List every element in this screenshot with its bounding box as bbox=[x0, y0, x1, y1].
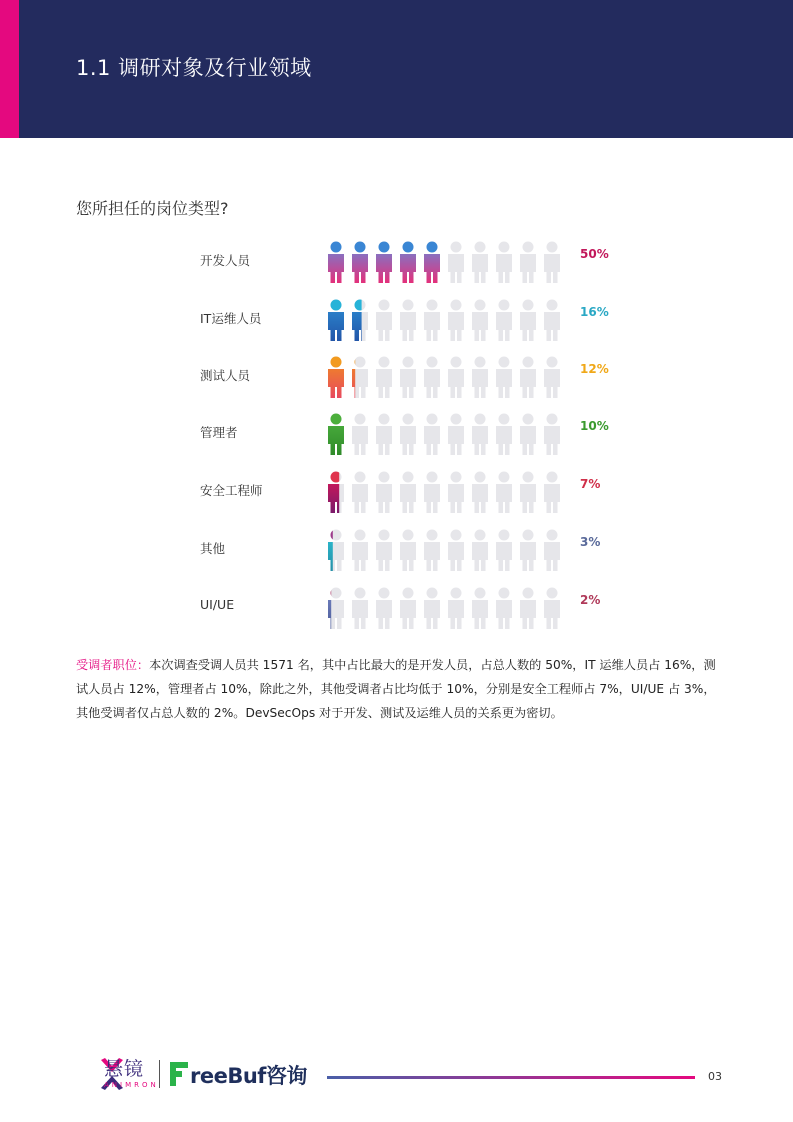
chart-question: 您所担任的岗位类型? bbox=[76, 199, 229, 218]
person-icon bbox=[328, 472, 344, 514]
person-icon bbox=[424, 242, 440, 284]
page-title: 1.1 调研对象及行业领域 bbox=[76, 56, 312, 80]
xuanjing-logo-subtitle: ANIMRON bbox=[104, 1081, 159, 1089]
freebuf-logo-text: reeBuf咨询 bbox=[190, 1064, 307, 1088]
person-icon bbox=[448, 242, 464, 284]
person-icon bbox=[520, 472, 536, 514]
person-icon bbox=[544, 242, 560, 284]
person-icon bbox=[400, 530, 416, 572]
person-icon bbox=[544, 357, 560, 399]
person-icon bbox=[328, 530, 344, 572]
person-icon bbox=[496, 530, 512, 572]
person-icon bbox=[496, 242, 512, 284]
row-label: 测试人员 bbox=[200, 368, 251, 383]
row-percent-label: 2% bbox=[580, 593, 601, 607]
person-icon bbox=[400, 414, 416, 456]
person-icon bbox=[352, 472, 368, 514]
person-icon bbox=[496, 300, 512, 342]
row-percent-label: 16% bbox=[580, 305, 609, 319]
row-percent-label: 50% bbox=[580, 247, 609, 261]
person-icon bbox=[352, 530, 368, 572]
note-paragraph bbox=[76, 653, 726, 725]
person-icon bbox=[352, 300, 368, 342]
person-icon bbox=[448, 300, 464, 342]
person-icon bbox=[424, 472, 440, 514]
person-icon bbox=[400, 300, 416, 342]
person-icon bbox=[376, 588, 392, 630]
person-icon bbox=[400, 472, 416, 514]
person-icon bbox=[448, 588, 464, 630]
freebuf-f-icon bbox=[170, 1062, 188, 1086]
person-icon bbox=[424, 414, 440, 456]
person-icon bbox=[376, 472, 392, 514]
person-icon bbox=[352, 357, 368, 399]
note-text: 本次调查受调人员共 1571 名，其中占比最大的是开发人员，占总人数的 50%，IT 运维人员占 16%，测试人员占 12%，管理者占 10%，除此之外，其他受调者占比均低于 10%，分别是安全工程师占 7%，UI/UE 占 3%，其他受调者仅占总人数的 2%。DevSecOps 对于开发、测试及运维人员的关系更为密切。 bbox=[76, 658, 716, 720]
person-icon bbox=[520, 242, 536, 284]
person-icon bbox=[376, 300, 392, 342]
person-icon bbox=[544, 530, 560, 572]
person-icon bbox=[352, 414, 368, 456]
person-icon bbox=[472, 530, 488, 572]
person-icon bbox=[448, 472, 464, 514]
person-icon bbox=[448, 357, 464, 399]
xuanjing-logo-text: 悬镜 bbox=[104, 1058, 145, 1080]
row-percent-label: 10% bbox=[580, 419, 609, 433]
row-label: 开发人员 bbox=[200, 253, 251, 268]
person-icon bbox=[472, 588, 488, 630]
person-icon bbox=[400, 242, 416, 284]
person-icon bbox=[520, 414, 536, 456]
person-icon bbox=[496, 588, 512, 630]
logo-divider bbox=[159, 1060, 160, 1088]
row-label: 其他 bbox=[200, 541, 226, 556]
row-label: IT运维人员 bbox=[200, 311, 262, 326]
person-icon bbox=[448, 414, 464, 456]
person-icon bbox=[472, 300, 488, 342]
person-icon bbox=[352, 588, 368, 630]
person-icon bbox=[424, 300, 440, 342]
person-icon bbox=[544, 588, 560, 630]
person-icon bbox=[544, 300, 560, 342]
person-icon bbox=[400, 357, 416, 399]
note-label: 受调者职位： bbox=[76, 658, 150, 672]
person-icon bbox=[352, 242, 368, 284]
person-icon bbox=[496, 414, 512, 456]
person-icon bbox=[424, 357, 440, 399]
person-icon bbox=[448, 530, 464, 572]
person-icon bbox=[472, 357, 488, 399]
row-percent-label: 3% bbox=[580, 535, 601, 549]
person-icon bbox=[424, 530, 440, 572]
page-number: 03 bbox=[708, 1070, 722, 1083]
row-percent-label: 12% bbox=[580, 362, 609, 376]
person-icon bbox=[520, 300, 536, 342]
person-icon bbox=[520, 530, 536, 572]
person-icon bbox=[520, 357, 536, 399]
row-label: 管理者 bbox=[200, 425, 238, 440]
person-icon bbox=[328, 242, 344, 284]
row-percent-label: 7% bbox=[580, 477, 601, 491]
footer-gradient-line bbox=[327, 1076, 695, 1079]
person-icon bbox=[472, 472, 488, 514]
person-icon bbox=[376, 414, 392, 456]
row-label: 安全工程师 bbox=[200, 483, 263, 498]
person-icon bbox=[400, 588, 416, 630]
person-icon bbox=[328, 414, 344, 456]
person-icon bbox=[544, 414, 560, 456]
person-icon bbox=[544, 472, 560, 514]
person-icon bbox=[376, 530, 392, 572]
person-icon bbox=[376, 357, 392, 399]
person-icon bbox=[328, 588, 344, 630]
person-icon bbox=[328, 357, 344, 399]
person-icon bbox=[496, 472, 512, 514]
person-icon bbox=[328, 300, 344, 342]
row-label: UI/UE bbox=[200, 597, 235, 612]
person-icon bbox=[496, 357, 512, 399]
person-icon bbox=[376, 242, 392, 284]
person-icon bbox=[424, 588, 440, 630]
person-icon bbox=[472, 242, 488, 284]
person-icon bbox=[472, 414, 488, 456]
person-icon bbox=[520, 588, 536, 630]
